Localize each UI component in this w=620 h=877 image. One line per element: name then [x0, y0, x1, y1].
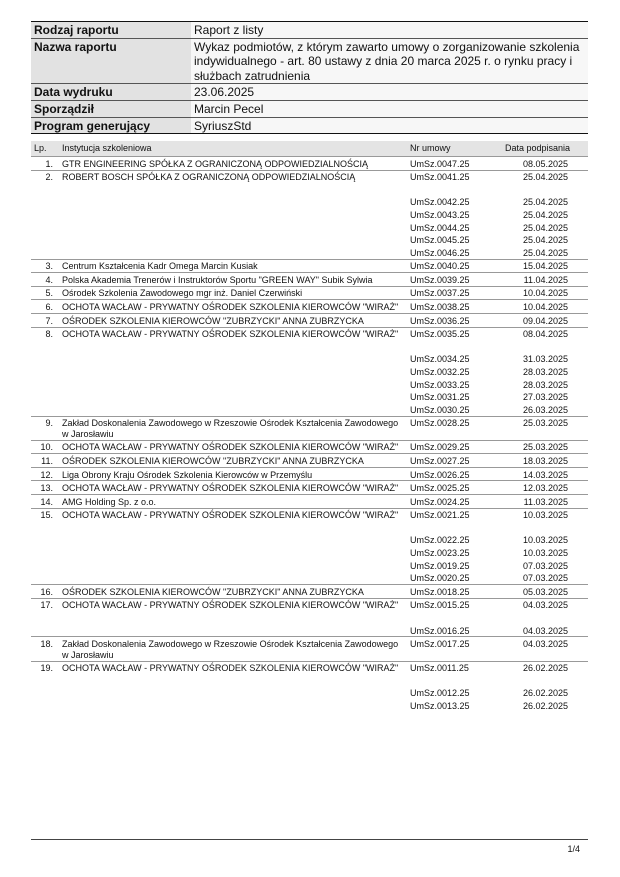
row-lp	[31, 246, 59, 259]
row-sign-date: 25.04.2025	[522, 222, 568, 233]
table-row	[31, 378, 588, 391]
row-sign-date: 07.03.2025	[522, 560, 568, 571]
row-lp	[31, 196, 59, 209]
row-contract-number: UmSz.0037.25	[407, 286, 495, 300]
row-institution	[59, 246, 407, 259]
table-row	[31, 454, 588, 468]
row-institution	[59, 572, 407, 585]
row-lp: 16.	[31, 585, 59, 599]
row-institution	[59, 624, 407, 637]
row-sign-date: 09.04.2025	[495, 313, 588, 327]
row-sign-date: 25.04.2025	[522, 197, 568, 208]
row-sign-date: 05.03.2025	[495, 585, 588, 599]
row-lp: 17.	[31, 598, 59, 611]
row-contract-number: UmSz.0040.25	[407, 259, 495, 273]
row-sign-date: 25.03.2025	[495, 440, 588, 454]
row-lp	[31, 378, 59, 391]
row-contract-number: UmSz.0018.25	[407, 585, 495, 599]
row-sign-date: 10.04.2025	[495, 286, 588, 300]
row-contract-number: UmSz.0019.25	[410, 560, 470, 571]
row-sign-date	[495, 521, 588, 534]
row-contract-number: UmSz.0020.25	[410, 573, 470, 584]
row-contract-number: UmSz.0017.25	[407, 637, 495, 661]
row-institution: OCHOTA WACŁAW - PRYWATNY OŚRODEK SZKOLENIA KIEROWCÓW "WIRAŻ"	[59, 661, 407, 674]
meta-value: Wykaz podmiotów, z którym zawarto umowy o zorganizowanie szkolenia indywidualnego - art. 80 ustawy z dnia 20 marca 2025 r. o rynku pracy i służbach zatrudnienia	[191, 38, 588, 84]
row-lp: 3.	[31, 259, 59, 273]
row-sign-date: 11.04.2025	[495, 273, 588, 287]
table-row	[31, 353, 588, 366]
row-contract-number	[407, 674, 495, 687]
row-institution: OCHOTA WACŁAW - PRYWATNY OŚRODEK SZKOLENIA KIEROWCÓW "WIRAŻ"	[59, 598, 407, 611]
table-row	[31, 534, 588, 547]
row-lp	[31, 559, 59, 572]
meta-row	[31, 22, 588, 39]
row-contract-number	[407, 521, 495, 534]
row-sign-date: 26.03.2025	[522, 404, 568, 415]
row-lp: 19.	[31, 661, 59, 674]
row-institution: OCHOTA WACŁAW - PRYWATNY OŚRODEK SZKOLENIA KIEROWCÓW "WIRAŻ"	[59, 481, 407, 495]
row-sign-date: 31.03.2025	[522, 354, 568, 365]
row-institution: OCHOTA WACŁAW - PRYWATNY OŚRODEK SZKOLENIA KIEROWCÓW "WIRAŻ"	[59, 327, 407, 340]
meta-row	[31, 38, 588, 84]
table-row	[31, 233, 588, 246]
row-contract-number: UmSz.0024.25	[407, 495, 495, 509]
row-contract-number: UmSz.0042.25	[410, 197, 470, 208]
row-lp	[31, 611, 59, 624]
row-lp	[31, 365, 59, 378]
col-header-date: Data podpisania	[495, 141, 588, 157]
row-sign-date: 10.04.2025	[495, 300, 588, 314]
meta-label: Data wydruku	[31, 84, 191, 101]
row-contract-number: UmSz.0034.25	[410, 354, 470, 365]
row-lp: 8.	[31, 327, 59, 340]
contracts-table	[31, 141, 588, 712]
meta-row	[31, 100, 588, 117]
row-lp: 9.	[31, 416, 59, 440]
row-sign-date: 25.03.2025	[495, 416, 588, 440]
contracts-body	[31, 157, 588, 712]
row-contract-number: UmSz.0021.25	[407, 508, 495, 521]
row-lp	[31, 699, 59, 712]
table-row	[31, 183, 588, 196]
row-lp	[31, 572, 59, 585]
row-lp: 15.	[31, 508, 59, 521]
row-institution	[59, 353, 407, 366]
table-row	[31, 508, 588, 521]
row-contract-number: UmSz.0013.25	[410, 701, 470, 711]
row-contract-number: UmSz.0039.25	[407, 273, 495, 287]
row-lp: 11.	[31, 454, 59, 468]
row-contract-number: UmSz.0012.25	[410, 688, 470, 699]
table-row	[31, 390, 588, 403]
row-institution: Zakład Doskonalenia Zawodowego w Rzeszowie Ośrodek Kształcenia Zawodowego w Jarosławiu	[59, 416, 407, 440]
row-contract-number: UmSz.0046.25	[410, 247, 470, 258]
row-lp: 18.	[31, 637, 59, 661]
row-sign-date: 15.04.2025	[495, 259, 588, 273]
row-sign-date: 26.02.2025	[522, 688, 568, 699]
table-row	[31, 340, 588, 353]
row-institution	[59, 196, 407, 209]
table-row	[31, 481, 588, 495]
row-sign-date: 08.04.2025	[495, 327, 588, 340]
meta-label: Nazwa raportu	[31, 38, 191, 84]
row-institution	[59, 559, 407, 572]
row-lp: 6.	[31, 300, 59, 314]
table-row	[31, 495, 588, 509]
row-institution: OŚRODEK SZKOLENIA KIEROWCÓW "ZUBRZYCKI" ANNA ZUBRZYCKA	[59, 454, 407, 468]
row-institution: ROBERT BOSCH SPÓŁKA Z OGRANICZONĄ ODPOWIEDZIALNOŚCIĄ	[59, 170, 407, 183]
row-institution	[59, 521, 407, 534]
table-row	[31, 196, 588, 209]
row-sign-date	[495, 674, 588, 687]
table-row	[31, 170, 588, 183]
row-institution: OCHOTA WACŁAW - PRYWATNY OŚRODEK SZKOLENIA KIEROWCÓW "WIRAŻ"	[59, 440, 407, 454]
row-lp: 7.	[31, 313, 59, 327]
row-contract-number	[407, 611, 495, 624]
table-row	[31, 300, 588, 314]
row-lp: 13.	[31, 481, 59, 495]
row-contract-number: UmSz.0047.25	[410, 158, 470, 169]
row-sign-date: 10.03.2025	[522, 548, 568, 559]
row-institution: Polska Akademia Trenerów i Instruktorów Sportu "GREEN WAY" Subik Sylwia	[59, 273, 407, 287]
row-institution	[59, 233, 407, 246]
row-institution: AMG Holding Sp. z o.o.	[59, 495, 407, 509]
page-number: 1/4	[567, 844, 580, 854]
row-contract-number: UmSz.0023.25	[410, 548, 470, 559]
row-contract-number: UmSz.0015.25	[407, 598, 495, 611]
report-meta-body	[31, 22, 588, 134]
row-lp	[31, 390, 59, 403]
row-institution	[59, 221, 407, 234]
row-lp	[31, 403, 59, 416]
row-contract-number: UmSz.0029.25	[407, 440, 495, 454]
row-contract-number: UmSz.0032.25	[410, 366, 470, 377]
row-contract-number: UmSz.0031.25	[410, 392, 470, 403]
meta-label: Program generujący	[31, 117, 191, 134]
row-contract-number: UmSz.0011.25	[407, 661, 495, 674]
row-lp	[31, 233, 59, 246]
meta-row	[31, 117, 588, 134]
table-row	[31, 157, 588, 171]
row-contract-number: UmSz.0043.25	[410, 210, 470, 220]
row-sign-date: 26.02.2025	[522, 701, 568, 711]
row-sign-date: 14.03.2025	[495, 467, 588, 481]
row-contract-number: UmSz.0044.25	[410, 222, 470, 233]
table-row	[31, 467, 588, 481]
row-lp	[31, 183, 59, 196]
table-row	[31, 661, 588, 674]
row-sign-date: 28.03.2025	[522, 379, 568, 390]
row-contract-number: UmSz.0016.25	[410, 625, 470, 636]
table-row	[31, 313, 588, 327]
row-lp	[31, 687, 59, 700]
row-lp: 10.	[31, 440, 59, 454]
table-row	[31, 246, 588, 259]
row-sign-date: 27.03.2025	[522, 392, 568, 403]
col-header-lp: Lp.	[31, 141, 59, 157]
row-institution	[59, 390, 407, 403]
row-contract-number: UmSz.0030.25	[410, 404, 470, 415]
table-row	[31, 403, 588, 416]
table-row	[31, 559, 588, 572]
footer-divider	[31, 839, 588, 840]
row-sign-date: 25.04.2025	[522, 235, 568, 246]
row-sign-date: 04.03.2025	[495, 598, 588, 611]
row-institution	[59, 378, 407, 391]
row-contract-number	[407, 183, 495, 196]
table-row	[31, 221, 588, 234]
row-institution	[59, 403, 407, 416]
row-sign-date: 26.02.2025	[495, 661, 588, 674]
row-sign-date: 04.03.2025	[495, 637, 588, 661]
table-row	[31, 687, 588, 700]
meta-value: 23.06.2025	[191, 84, 588, 101]
row-lp	[31, 340, 59, 353]
row-lp	[31, 546, 59, 559]
row-sign-date: 10.03.2025	[495, 508, 588, 521]
table-row	[31, 699, 588, 712]
row-sign-date: 25.04.2025	[522, 247, 568, 258]
row-institution	[59, 365, 407, 378]
row-institution	[59, 699, 407, 712]
row-lp: 5.	[31, 286, 59, 300]
meta-value: Raport z listy	[191, 22, 588, 39]
table-row	[31, 546, 588, 559]
report-meta-table	[31, 21, 588, 134]
row-institution	[59, 183, 407, 196]
table-row	[31, 585, 588, 599]
row-lp: 1.	[45, 158, 53, 169]
row-lp	[31, 221, 59, 234]
table-row	[31, 674, 588, 687]
row-institution	[59, 611, 407, 624]
row-institution: GTR ENGINEERING SPÓŁKA Z OGRANICZONĄ ODPOWIEDZIALNOŚCIĄ	[62, 158, 369, 169]
row-lp: 4.	[31, 273, 59, 287]
row-sign-date: 04.03.2025	[522, 625, 568, 636]
row-contract-number: UmSz.0038.25	[407, 300, 495, 314]
row-institution: OŚRODEK SZKOLENIA KIEROWCÓW "ZUBRZYCKI" ANNA ZUBRZYCKA	[59, 313, 407, 327]
table-row	[31, 440, 588, 454]
row-lp	[31, 674, 59, 687]
table-row	[31, 259, 588, 273]
row-institution: OCHOTA WACŁAW - PRYWATNY OŚRODEK SZKOLENIA KIEROWCÓW "WIRAŻ"	[59, 300, 407, 314]
col-header-institution: Instytucja szkoleniowa	[59, 141, 407, 157]
table-row	[31, 572, 588, 585]
meta-value: Marcin Pecel	[191, 100, 588, 117]
row-institution: OCHOTA WACŁAW - PRYWATNY OŚRODEK SZKOLENIA KIEROWCÓW "WIRAŻ"	[59, 508, 407, 521]
row-contract-number: UmSz.0035.25	[407, 327, 495, 340]
meta-value: SyriuszStd	[191, 117, 588, 134]
row-sign-date: 08.05.2025	[522, 158, 568, 169]
row-institution: Liga Obrony Kraju Ośrodek Szkolenia Kierowców w Przemyślu	[59, 467, 407, 481]
col-header-contract: Nr umowy	[407, 141, 495, 157]
row-contract-number	[407, 340, 495, 353]
meta-row	[31, 84, 588, 101]
row-institution	[59, 340, 407, 353]
row-lp	[31, 534, 59, 547]
row-institution	[59, 687, 407, 700]
row-lp	[31, 208, 59, 221]
row-institution: Centrum Kształcenia Kadr Omega Marcin Kusiak	[59, 259, 407, 273]
row-sign-date: 18.03.2025	[495, 454, 588, 468]
row-sign-date: 11.03.2025	[495, 495, 588, 509]
row-lp	[31, 521, 59, 534]
table-row	[31, 273, 588, 287]
row-institution: Zakład Doskonalenia Zawodowego w Rzeszowie Ośrodek Kształcenia Zawodowego w Jarosławiu	[59, 637, 407, 661]
row-contract-number: UmSz.0033.25	[410, 379, 470, 390]
row-sign-date: 25.04.2025	[522, 210, 568, 220]
row-institution: Ośrodek Szkolenia Zawodowego mgr inż. Daniel Czerwiński	[59, 286, 407, 300]
row-sign-date: 28.03.2025	[522, 366, 568, 377]
table-row	[31, 624, 588, 637]
row-sign-date: 10.03.2025	[522, 535, 568, 546]
table-row	[31, 416, 588, 440]
row-institution	[59, 546, 407, 559]
row-contract-number: UmSz.0026.25	[407, 467, 495, 481]
row-lp	[31, 353, 59, 366]
table-row	[31, 327, 588, 340]
row-sign-date: 07.03.2025	[522, 573, 568, 584]
table-row	[31, 598, 588, 611]
row-sign-date: 12.03.2025	[495, 481, 588, 495]
row-contract-number: UmSz.0028.25	[407, 416, 495, 440]
row-sign-date: 25.04.2025	[495, 170, 588, 183]
row-contract-number: UmSz.0036.25	[407, 313, 495, 327]
row-sign-date	[495, 611, 588, 624]
table-row	[31, 611, 588, 624]
table-row	[31, 521, 588, 534]
row-sign-date	[495, 183, 588, 196]
table-row	[31, 208, 588, 221]
meta-label: Rodzaj raportu	[31, 22, 191, 39]
row-lp: 2.	[31, 170, 59, 183]
row-contract-number: UmSz.0045.25	[410, 235, 470, 246]
table-row	[31, 365, 588, 378]
row-lp	[31, 624, 59, 637]
row-contract-number: UmSz.0041.25	[407, 170, 495, 183]
row-institution	[59, 208, 407, 221]
row-contract-number: UmSz.0027.25	[407, 454, 495, 468]
row-contract-number: UmSz.0025.25	[407, 481, 495, 495]
row-lp: 12.	[31, 467, 59, 481]
table-row	[31, 286, 588, 300]
meta-label: Sporządził	[31, 100, 191, 117]
table-row	[31, 637, 588, 661]
row-institution	[59, 534, 407, 547]
row-institution	[59, 674, 407, 687]
table-header-row	[31, 141, 588, 157]
row-institution: OŚRODEK SZKOLENIA KIEROWCÓW "ZUBRZYCKI" ANNA ZUBRZYCKA	[59, 585, 407, 599]
row-lp: 14.	[31, 495, 59, 509]
row-contract-number: UmSz.0022.25	[410, 535, 470, 546]
row-sign-date	[495, 340, 588, 353]
